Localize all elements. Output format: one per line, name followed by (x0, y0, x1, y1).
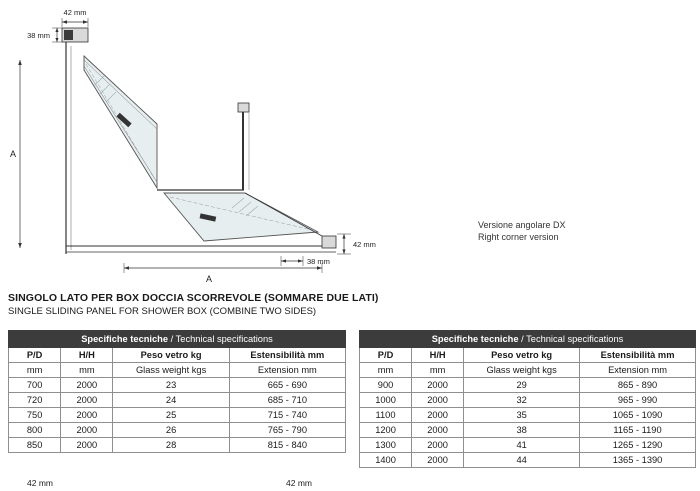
table-title-row (9, 331, 346, 348)
table-cell: 1400 (360, 453, 412, 468)
unit-extension: Extension mm (580, 363, 696, 378)
table-columns-row (9, 348, 346, 363)
version-label (478, 220, 566, 243)
table-units-row (9, 363, 346, 378)
table-cell: 35 (464, 408, 580, 423)
table-cell: 29 (464, 378, 580, 393)
col-extension: Estensibilità mm (580, 348, 696, 363)
table-cell: 26 (113, 423, 229, 438)
table-title-rest: / Technical specifications (170, 334, 273, 344)
dimension-bottom-A (124, 263, 322, 273)
dimension-top-42 (62, 18, 88, 27)
table-row (9, 393, 346, 408)
table-cell: 1100 (360, 408, 412, 423)
table-cell: 865 - 890 (580, 378, 696, 393)
table-cell: 25 (113, 408, 229, 423)
table-title-rest: / Technical specifications (521, 334, 624, 344)
corner-post (157, 103, 249, 190)
table-row (360, 408, 696, 423)
table-cell: 1365 - 1390 (580, 453, 696, 468)
table-cell: 2000 (61, 378, 113, 393)
table-cell: 32 (464, 393, 580, 408)
table-columns-row (360, 348, 696, 363)
version-label-en: Right corner version (478, 231, 559, 242)
unit-hh: mm (61, 363, 113, 378)
table-body-left (9, 378, 346, 453)
table-cell: 720 (9, 393, 61, 408)
top-wall-bracket (62, 28, 88, 42)
footer-dim-center-42: 42 mm (286, 478, 312, 488)
col-extension: Estensibilità mm (229, 348, 345, 363)
table-cell: 38 (464, 423, 580, 438)
footer-dim-left-42: 42 mm (27, 478, 53, 488)
table-cell: 2000 (412, 378, 464, 393)
table-cell: 2000 (61, 423, 113, 438)
dim-label-right-42: 42 mm (353, 240, 376, 249)
col-hh: H/H (412, 348, 464, 363)
unit-glass-weight: Glass weight kgs (464, 363, 580, 378)
spec-table-left (8, 330, 346, 453)
dim-label-right-38: 38 mm (307, 257, 330, 266)
col-pd: P/D (9, 348, 61, 363)
table-title-bold: Specifiche tecniche (431, 334, 519, 344)
table-cell: 900 (360, 378, 412, 393)
table-title-bold: Specifiche tecniche (81, 334, 169, 344)
unit-pd: mm (9, 363, 61, 378)
table-cell: 2000 (412, 393, 464, 408)
table-cell: 41 (464, 438, 580, 453)
section-title (8, 292, 379, 317)
side-glass-panel (84, 56, 157, 188)
table-cell: 2000 (412, 438, 464, 453)
table-cell: 1000 (360, 393, 412, 408)
dimension-top-38 (52, 28, 63, 42)
table-cell: 2000 (412, 408, 464, 423)
table-cell: 24 (113, 393, 229, 408)
col-hh: H/H (61, 348, 113, 363)
table-row (360, 453, 696, 468)
table-cell: 44 (464, 453, 580, 468)
table-cell: 850 (9, 438, 61, 453)
col-glass-weight: Peso vetro kg (113, 348, 229, 363)
table-cell: 2000 (61, 408, 113, 423)
unit-hh: mm (412, 363, 464, 378)
table-row (360, 378, 696, 393)
table-cell: 1300 (360, 438, 412, 453)
table-cell: 2000 (412, 453, 464, 468)
table-cell: 800 (9, 423, 61, 438)
table-body-right (360, 378, 696, 468)
table-title (360, 331, 696, 348)
table-cell: 1065 - 1090 (580, 408, 696, 423)
col-glass-weight: Peso vetro kg (464, 348, 580, 363)
table-cell: 750 (9, 408, 61, 423)
version-label-it: Versione angolare DX (478, 220, 566, 230)
table-row (360, 423, 696, 438)
table-title (9, 331, 346, 348)
dimension-right-42 (337, 234, 351, 254)
table-cell: 23 (113, 378, 229, 393)
table-row (9, 378, 346, 393)
rail-end-bracket (322, 236, 336, 248)
unit-extension: Extension mm (229, 363, 345, 378)
table-cell: 1165 - 1190 (580, 423, 696, 438)
dim-label-top-38: 38 mm (27, 31, 50, 40)
title-italian: SINGOLO LATO PER BOX DOCCIA SCORREVOLE (SOMMARE DUE LATI) (8, 292, 379, 304)
table-title-row (360, 331, 696, 348)
title-english: SINGLE SLIDING PANEL FOR SHOWER BOX (COMBINE TWO SIDES) (8, 306, 317, 317)
col-pd: P/D (360, 348, 412, 363)
dim-label-left-A: A (9, 149, 17, 159)
table-row (9, 408, 346, 423)
dimension-right-38 (281, 256, 303, 266)
dim-label-top-42: 42 mm (63, 8, 87, 17)
table-cell: 715 - 740 (229, 408, 345, 423)
dimension-left-A (18, 60, 22, 248)
table-cell: 2000 (61, 438, 113, 453)
shower-box-diagram (4, 2, 474, 292)
table-cell: 965 - 990 (580, 393, 696, 408)
table-cell: 2000 (412, 423, 464, 438)
table-cell: 28 (113, 438, 229, 453)
unit-pd: mm (360, 363, 412, 378)
table-cell: 700 (9, 378, 61, 393)
table-cell: 1265 - 1290 (580, 438, 696, 453)
table-row (9, 438, 346, 453)
table-cell: 1200 (360, 423, 412, 438)
table-cell: 765 - 790 (229, 423, 345, 438)
table-cell: 665 - 690 (229, 378, 345, 393)
table-cell: 685 - 710 (229, 393, 345, 408)
unit-glass-weight: Glass weight kgs (113, 363, 229, 378)
table-cell: 2000 (61, 393, 113, 408)
table-row (9, 423, 346, 438)
spec-table-right (359, 330, 696, 468)
table-row (360, 393, 696, 408)
left-wall-profile (66, 42, 71, 254)
table-units-row (360, 363, 696, 378)
front-glass-panel (164, 193, 318, 241)
table-cell: 815 - 840 (229, 438, 345, 453)
dim-label-bottom-A: A (205, 274, 213, 284)
table-row (360, 438, 696, 453)
